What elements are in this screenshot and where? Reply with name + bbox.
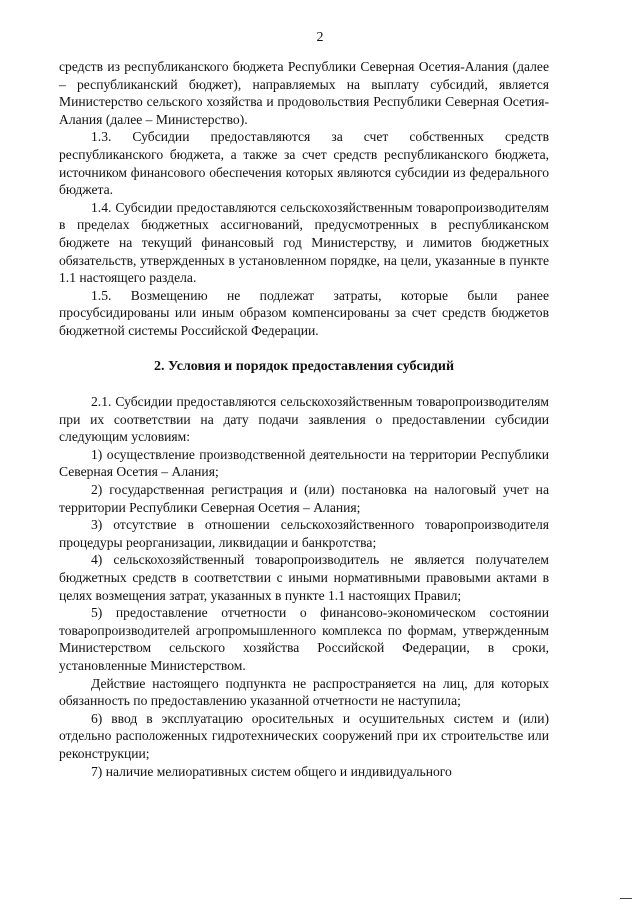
condition-6: 6) ввод в эксплуатацию оросительных и осушительных систем и (или) отдельно расположенных гидротехнических сооружений при их строительстве или реконструкции; [59,710,549,761]
condition-5-note: Действие настоящего подпункта не распространяется на лиц, для которых обязанность по предоставлению указанной отчетности не наступила; [59,675,549,709]
condition-7: 7) наличие мелиоративных систем общего и индивидуального [91,763,452,779]
paragraph-1-4: 1.4. Субсидии предоставляются сельскохозяйственным товаропроизводителям в пределах бюджетных ассигнований, предусмотренных в республиканском бюджете на текущий финансовый год Министерству, и лимитов бюджетных обязательств, утвержденных в установленном порядке, на цели, указанные в пункте 1.1 настоящего раздела. [59,199,549,286]
condition-3: 3) отсутствие в отношении сельскохозяйственного товаропроизводителя процедуры реорганизации, ликвидации и банкротства; [59,517,549,550]
condition-1: 1) осуществление производственной деятельности на территории Республики Северная Осетия – Алания; [59,446,549,480]
condition-4: 4) сельскохозяйственный товаропроизводитель не является получателем бюджетных средств в соответствии с иными нормативными правовыми актами в целях возмещения затрат, указанных в пункте 1.1 настоящих Правил; [59,552,549,603]
paragraph-2-1: 2.1. Субсидии предоставляются сельскохозяйственным товаропроизводителям при их соответствии на дату подачи заявления о предоставлении субсидии следующим условиям: [59,394,549,445]
condition-5: 5) предоставление отчетности о финансово-экономическом состоянии товаропроизводителей агропромышленного комплекса по формам, утвержденным Министерством сельского хозяйства Российской Федерации, в сроки, установленные Министерством. [59,605,549,673]
page-number: 2 [316,30,324,45]
paragraph-1-5: 1.5. Возмещению не подлежат затраты, которые были ранее просубсидированы или иным образом компенсированы за счет средств бюджетов бюджетной системы Российской Федерации. [59,287,549,338]
section-heading: 2. Условия и порядок предоставления субсидий [153,358,455,374]
scan-edge-mark [620,898,632,899]
paragraph-1-3: 1.3. Субсидии предоставляются за счет собственных средств республиканского бюджета, а также за счет средств республиканского бюджета, источником финансового обеспечения которых являются субсидии из федерального бюджета. [59,129,549,198]
paragraph-1-2-continuation: средств из республиканского бюджета Республики Северная Осетия-Алания (далее – республиканский бюджет), направляемых на выплату субсидий, является Министерство сельского хозяйства и продовольствия Республики Северная Осетия-Алания (далее – Министерство). [59,59,549,127]
condition-2: 2) государственная регистрация и (или) постановка на налоговый учет на территории Республики Северная Осетия – Алания; [59,482,549,515]
document-body [59,58,549,780]
